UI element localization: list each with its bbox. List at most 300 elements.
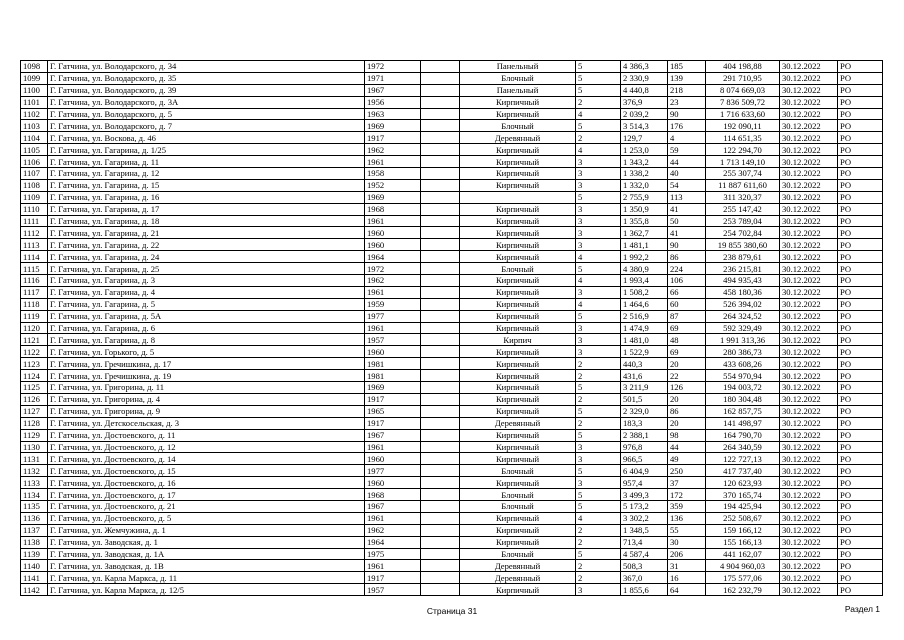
material-cell: Блочный [460,263,576,275]
area-cell: 4 440,8 [621,84,668,96]
program-cell: РО [838,310,883,322]
date-cell: 30.12.2022 [780,500,838,512]
table-row [21,453,883,465]
page-number: Страница 31 [426,606,478,616]
blank-cell [421,144,460,156]
cost-cell: 255 147,42 [706,203,780,215]
cost-cell: 254 702,84 [706,227,780,239]
date-cell: 30.12.2022 [780,441,838,453]
cost-cell: 4 904 960,03 [706,560,780,572]
area-cell: 1 474,9 [621,322,668,334]
address-cell: Г. Гатчина, ул. Жемчужина, д. 1 [48,524,365,536]
program-cell: РО [838,168,883,180]
material-cell: Кирпичный [460,251,576,263]
area-cell: 183,3 [621,417,668,429]
material-cell: Кирпичный [460,393,576,405]
flats-cell: 218 [668,84,706,96]
row-number: 1134 [21,489,48,501]
date-cell: 30.12.2022 [780,560,838,572]
program-cell: РО [838,405,883,417]
row-number: 1133 [21,477,48,489]
program-cell: РО [838,263,883,275]
table-row [21,536,883,548]
material-cell: Кирпичный [460,108,576,120]
address-cell: Г. Гатчина, ул. Достоевского, д. 15 [48,465,365,477]
date-cell: 30.12.2022 [780,239,838,251]
material-cell: Кирпичный [460,405,576,417]
blank-cell [421,584,460,596]
cost-cell: 194 425,94 [706,500,780,512]
area-cell: 501,5 [621,393,668,405]
flats-cell: 23 [668,96,706,108]
area-cell: 6 404,9 [621,465,668,477]
floors-cell: 5 [576,61,621,73]
blank-cell [421,560,460,572]
flats-cell: 49 [668,453,706,465]
floors-cell: 5 [576,84,621,96]
floors-cell: 5 [576,120,621,132]
row-number: 1122 [21,346,48,358]
blank-cell [421,429,460,441]
floors-cell: 5 [576,382,621,394]
program-cell: РО [838,584,883,596]
floors-cell: 2 [576,96,621,108]
year-cell: 1967 [365,429,421,441]
cost-cell: 1 716 633,60 [706,108,780,120]
section-label: Раздел 1 [844,604,880,614]
cost-cell: 441 162,07 [706,548,780,560]
flats-cell: 30 [668,536,706,548]
area-cell: 1 464,6 [621,298,668,310]
flats-cell: 44 [668,441,706,453]
row-number: 1113 [21,239,48,251]
year-cell: 1971 [365,72,421,84]
floors-cell: 5 [576,500,621,512]
program-cell: РО [838,393,883,405]
year-cell: 1960 [365,346,421,358]
table-row [21,322,883,334]
year-cell: 1957 [365,584,421,596]
address-cell: Г. Гатчина, ул. Гагарина, д. 6 [48,322,365,334]
blank-cell [421,168,460,180]
table-row [21,61,883,73]
flats-cell: 206 [668,548,706,560]
material-cell [460,191,576,203]
address-cell: Г. Гатчина, ул. Гагарина, д. 1/25 [48,144,365,156]
year-cell: 1917 [365,572,421,584]
date-cell: 30.12.2022 [780,393,838,405]
program-cell: РО [838,275,883,287]
date-cell: 30.12.2022 [780,179,838,191]
program-cell: РО [838,96,883,108]
address-cell: Г. Гатчина, ул. Гагарина, д. 15 [48,179,365,191]
row-number: 1128 [21,417,48,429]
table-row [21,572,883,584]
row-number: 1138 [21,536,48,548]
cost-cell: 192 090,11 [706,120,780,132]
year-cell: 1956 [365,96,421,108]
address-cell: Г. Гатчина, ул. Достоевского, д. 14 [48,453,365,465]
date-cell: 30.12.2022 [780,477,838,489]
date-cell: 30.12.2022 [780,429,838,441]
cost-cell: 404 198,88 [706,61,780,73]
year-cell: 1963 [365,108,421,120]
area-cell: 3 499,3 [621,489,668,501]
material-cell: Кирпичный [460,524,576,536]
year-cell: 1962 [365,275,421,287]
cost-cell: 180 304,48 [706,393,780,405]
cost-cell: 175 577,06 [706,572,780,584]
area-cell: 2 039,2 [621,108,668,120]
floors-cell: 5 [576,310,621,322]
area-cell: 1 355,8 [621,215,668,227]
area-cell: 5 173,2 [621,500,668,512]
floors-cell: 2 [576,393,621,405]
date-cell: 30.12.2022 [780,298,838,310]
floors-cell: 5 [576,405,621,417]
floors-cell: 3 [576,322,621,334]
row-number: 1116 [21,275,48,287]
address-cell: Г. Гатчина, ул. Гречишкина, д. 17 [48,358,365,370]
address-cell: Г. Гатчина, ул. Гагарина, д. 16 [48,191,365,203]
material-cell: Блочный [460,120,576,132]
date-cell: 30.12.2022 [780,96,838,108]
cost-cell: 592 329,49 [706,322,780,334]
area-cell: 976,8 [621,441,668,453]
registry-table [20,60,883,596]
blank-cell [421,203,460,215]
year-cell: 1961 [365,156,421,168]
row-number: 1135 [21,500,48,512]
address-cell: Г. Гатчина, ул. Григорина, д. 4 [48,393,365,405]
table-row [21,96,883,108]
flats-cell: 54 [668,179,706,191]
blank-cell [421,453,460,465]
program-cell: РО [838,322,883,334]
cost-cell: 526 394,02 [706,298,780,310]
year-cell: 1968 [365,489,421,501]
date-cell: 30.12.2022 [780,203,838,215]
blank-cell [421,441,460,453]
blank-cell [421,239,460,251]
row-number: 1130 [21,441,48,453]
table-row [21,84,883,96]
row-number: 1117 [21,286,48,298]
row-number: 1120 [21,322,48,334]
cost-cell: 253 789,04 [706,215,780,227]
floors-cell: 5 [576,548,621,560]
area-cell: 1 508,2 [621,286,668,298]
area-cell: 3 514,3 [621,120,668,132]
table-row [21,179,883,191]
cost-cell: 159 166,12 [706,524,780,536]
material-cell: Деревянный [460,560,576,572]
material-cell: Кирпичный [460,584,576,596]
year-cell: 1960 [365,227,421,239]
date-cell: 30.12.2022 [780,168,838,180]
program-cell: РО [838,524,883,536]
row-number: 1099 [21,72,48,84]
area-cell: 2 388,1 [621,429,668,441]
floors-cell: 2 [576,417,621,429]
table-row [21,263,883,275]
date-cell: 30.12.2022 [780,572,838,584]
cost-cell: 280 386,73 [706,346,780,358]
area-cell: 2 516,9 [621,310,668,322]
area-cell: 1 522,9 [621,346,668,358]
address-cell: Г. Гатчина, ул. Карла Маркса, д. 11 [48,572,365,584]
date-cell: 30.12.2022 [780,489,838,501]
program-cell: РО [838,560,883,572]
area-cell: 376,9 [621,96,668,108]
floors-cell: 3 [576,584,621,596]
material-cell: Кирпичный [460,275,576,287]
date-cell: 30.12.2022 [780,263,838,275]
table-row [21,239,883,251]
flats-cell: 98 [668,429,706,441]
blank-cell [421,227,460,239]
address-cell: Г. Гатчина, ул. Гагарина, д. 18 [48,215,365,227]
material-cell: Кирпичный [460,168,576,180]
table-row [21,405,883,417]
row-number: 1139 [21,548,48,560]
area-cell: 3 211,9 [621,382,668,394]
program-cell: РО [838,334,883,346]
table-row [21,275,883,287]
material-cell: Кирпичный [460,96,576,108]
table-row [21,286,883,298]
material-cell: Блочный [460,489,576,501]
flats-cell: 224 [668,263,706,275]
date-cell: 30.12.2022 [780,524,838,536]
floors-cell: 2 [576,370,621,382]
blank-cell [421,191,460,203]
floors-cell: 3 [576,346,621,358]
area-cell: 3 302,2 [621,512,668,524]
date-cell: 30.12.2022 [780,120,838,132]
row-number: 1118 [21,298,48,310]
flats-cell: 20 [668,393,706,405]
row-number: 1109 [21,191,48,203]
program-cell: РО [838,512,883,524]
year-cell: 1917 [365,393,421,405]
table-row [21,358,883,370]
address-cell: Г. Гатчина, ул. Гречишкина, д. 19 [48,370,365,382]
cost-cell: 458 180,36 [706,286,780,298]
cost-cell: 122 294,70 [706,144,780,156]
cost-cell: 194 003,72 [706,382,780,394]
year-cell: 1972 [365,263,421,275]
program-cell: РО [838,61,883,73]
program-cell: РО [838,298,883,310]
date-cell: 30.12.2022 [780,322,838,334]
area-cell: 1 362,7 [621,227,668,239]
cost-cell: 1 991 313,36 [706,334,780,346]
material-cell: Кирпичный [460,227,576,239]
table-body [21,61,883,596]
row-number: 1103 [21,120,48,132]
floors-cell: 3 [576,334,621,346]
flats-cell: 16 [668,572,706,584]
area-cell: 1 855,6 [621,584,668,596]
address-cell: Г. Гатчина, ул. Достоевского, д. 5 [48,512,365,524]
program-cell: РО [838,489,883,501]
table-row [21,393,883,405]
flats-cell: 31 [668,560,706,572]
year-cell: 1969 [365,191,421,203]
date-cell: 30.12.2022 [780,227,838,239]
program-cell: РО [838,179,883,191]
address-cell: Г. Гатчина, ул. Достоевского, д. 17 [48,489,365,501]
address-cell: Г. Гатчина, ул. Горького, д. 5 [48,346,365,358]
row-number: 1111 [21,215,48,227]
year-cell: 1962 [365,144,421,156]
area-cell: 2 755,9 [621,191,668,203]
cost-cell: 252 508,67 [706,512,780,524]
area-cell: 966,5 [621,453,668,465]
floors-cell: 2 [576,572,621,584]
cost-cell: 264 340,59 [706,441,780,453]
row-number: 1114 [21,251,48,263]
program-cell: РО [838,382,883,394]
year-cell: 1961 [365,512,421,524]
floors-cell: 2 [576,132,621,144]
row-number: 1124 [21,370,48,382]
address-cell: Г. Гатчина, ул. Гагарина, д. 21 [48,227,365,239]
blank-cell [421,477,460,489]
cost-cell: 11 887 611,60 [706,179,780,191]
material-cell: Кирпичный [460,441,576,453]
address-cell: Г. Гатчина, ул. Заводская, д. 1 [48,536,365,548]
blank-cell [421,61,460,73]
address-cell: Г. Гатчина, ул. Гагарина, д. 25 [48,263,365,275]
table-row [21,584,883,596]
year-cell: 1969 [365,382,421,394]
material-cell: Кирпичный [460,322,576,334]
blank-cell [421,108,460,120]
material-cell: Блочный [460,548,576,560]
program-cell: РО [838,465,883,477]
address-cell: Г. Гатчина, ул. Григорина, д. 9 [48,405,365,417]
flats-cell: 90 [668,239,706,251]
row-number: 1105 [21,144,48,156]
blank-cell [421,179,460,191]
date-cell: 30.12.2022 [780,465,838,477]
table-row [21,156,883,168]
table-row [21,108,883,120]
year-cell: 1952 [365,179,421,191]
floors-cell: 2 [576,536,621,548]
table-row [21,203,883,215]
address-cell: Г. Гатчина, ул. Достоевского, д. 12 [48,441,365,453]
blank-cell [421,310,460,322]
program-cell: РО [838,441,883,453]
material-cell: Кирпичный [460,429,576,441]
material-cell: Деревянный [460,572,576,584]
cost-cell: 120 623,93 [706,477,780,489]
row-number: 1140 [21,560,48,572]
flats-cell: 48 [668,334,706,346]
material-cell: Кирпичный [460,215,576,227]
date-cell: 30.12.2022 [780,536,838,548]
cost-cell: 122 727,13 [706,453,780,465]
blank-cell [421,382,460,394]
blank-cell [421,572,460,584]
material-cell: Блочный [460,72,576,84]
cost-cell: 433 608,26 [706,358,780,370]
blank-cell [421,275,460,287]
material-cell: Кирпичный [460,477,576,489]
flats-cell: 40 [668,168,706,180]
program-cell: РО [838,156,883,168]
program-cell: РО [838,84,883,96]
blank-cell [421,489,460,501]
table-row [21,429,883,441]
blank-cell [421,393,460,405]
floors-cell: 5 [576,429,621,441]
year-cell: 1958 [365,168,421,180]
program-cell: РО [838,417,883,429]
date-cell: 30.12.2022 [780,215,838,227]
area-cell: 1 992,2 [621,251,668,263]
flats-cell: 69 [668,322,706,334]
row-number: 1142 [21,584,48,596]
row-number: 1127 [21,405,48,417]
floors-cell: 4 [576,298,621,310]
table-row [21,132,883,144]
program-cell: РО [838,227,883,239]
floors-cell: 4 [576,512,621,524]
table-row [21,465,883,477]
cost-cell: 236 215,81 [706,263,780,275]
program-cell: РО [838,286,883,298]
floors-cell: 3 [576,477,621,489]
table-row [21,560,883,572]
floors-cell: 3 [576,203,621,215]
date-cell: 30.12.2022 [780,286,838,298]
material-cell: Кирпичный [460,512,576,524]
blank-cell [421,465,460,477]
material-cell: Кирпичный [460,156,576,168]
year-cell: 1965 [365,405,421,417]
material-cell: Кирпичный [460,144,576,156]
table-row [21,346,883,358]
table-row [21,310,883,322]
year-cell: 1969 [365,120,421,132]
table-row [21,524,883,536]
date-cell: 30.12.2022 [780,144,838,156]
row-number: 1112 [21,227,48,239]
year-cell: 1967 [365,84,421,96]
flats-cell: 50 [668,215,706,227]
table-row [21,251,883,263]
blank-cell [421,500,460,512]
year-cell: 1960 [365,453,421,465]
cost-cell: 19 855 380,60 [706,239,780,251]
year-cell: 1917 [365,132,421,144]
address-cell: Г. Гатчина, ул. Заводская, д. 1В [48,560,365,572]
area-cell: 431,6 [621,370,668,382]
date-cell: 30.12.2022 [780,358,838,370]
date-cell: 30.12.2022 [780,61,838,73]
year-cell: 1960 [365,239,421,251]
address-cell: Г. Гатчина, ул. Гагарина, д. 24 [48,251,365,263]
program-cell: РО [838,500,883,512]
program-cell: РО [838,346,883,358]
address-cell: Г. Гатчина, ул. Достоевского, д. 11 [48,429,365,441]
blank-cell [421,405,460,417]
blank-cell [421,346,460,358]
